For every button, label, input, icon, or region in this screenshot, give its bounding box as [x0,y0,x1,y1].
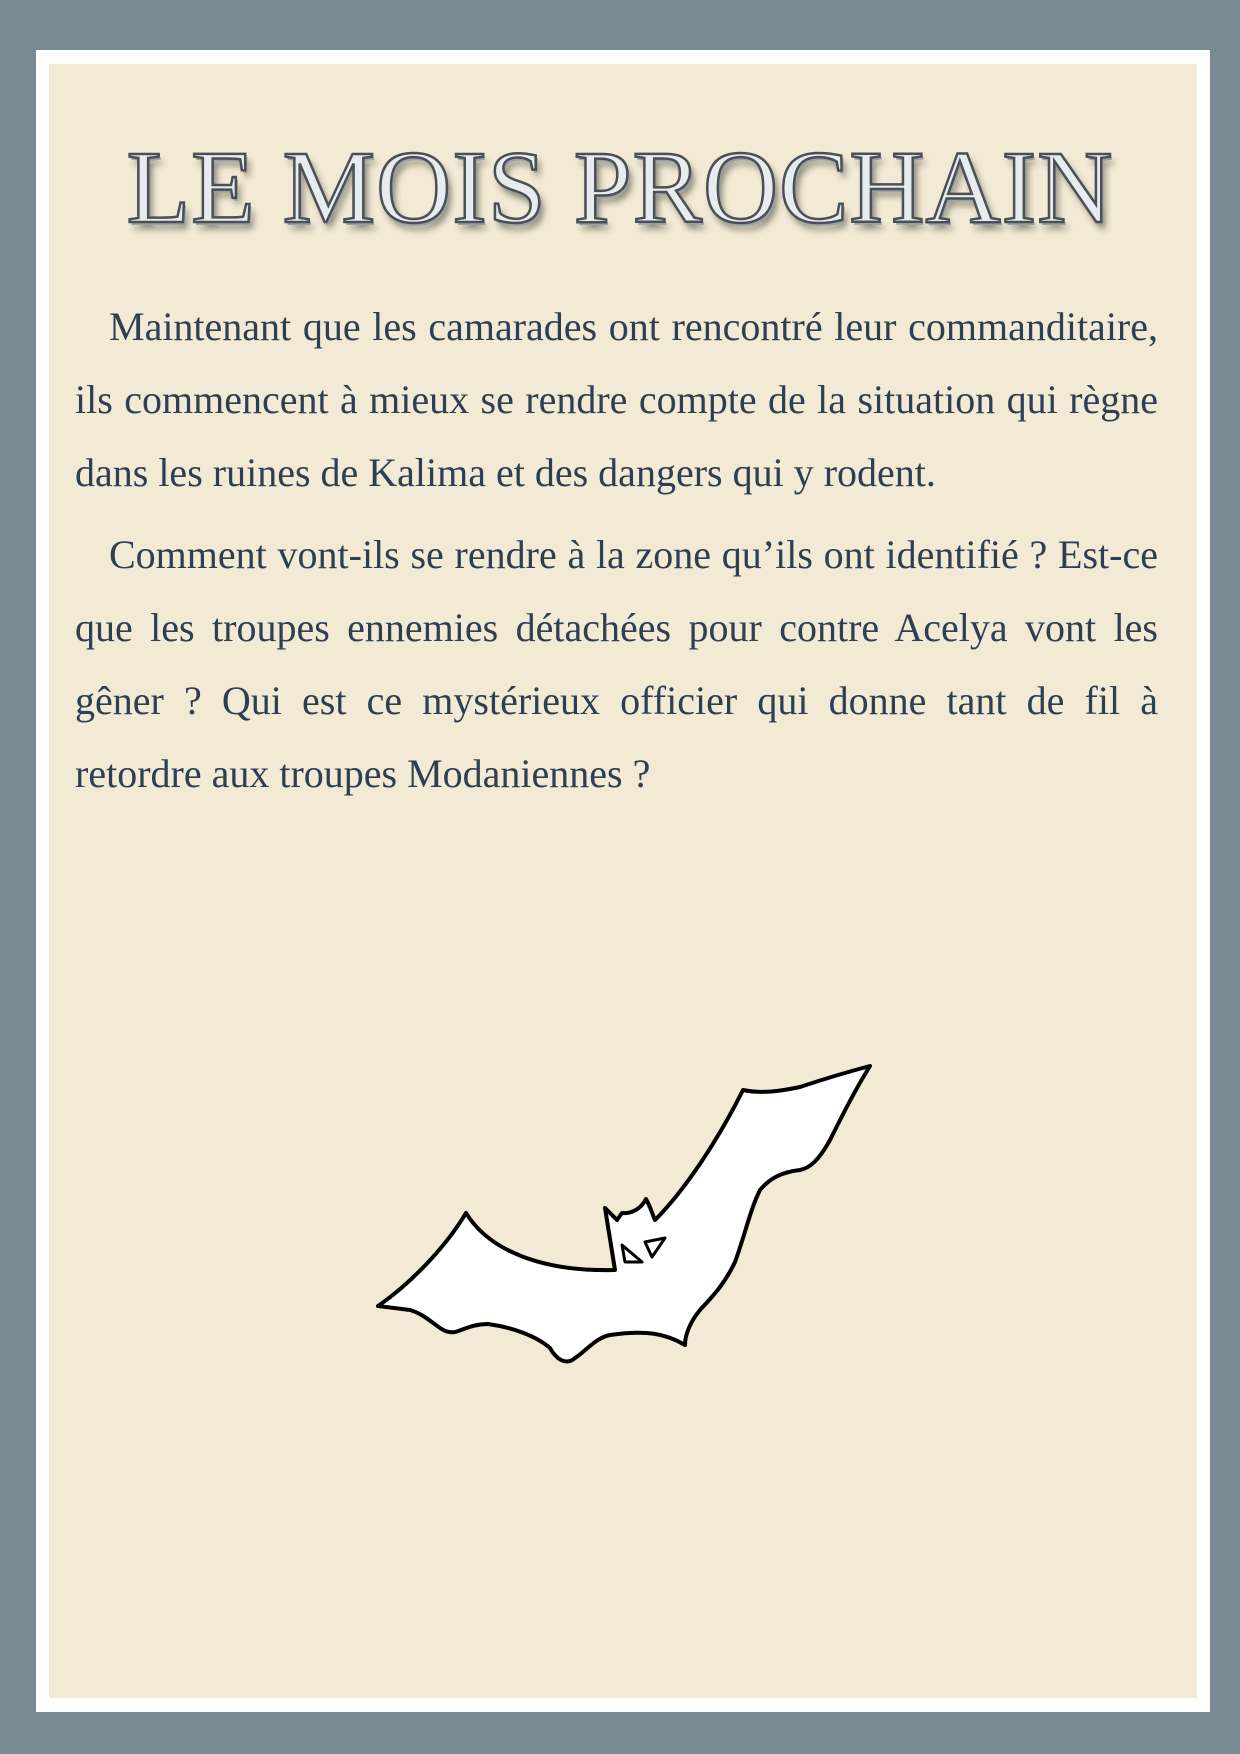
bat-icon [370,1055,880,1380]
bat-silhouette [378,1066,870,1361]
paragraph-2: Comment vont-ils se rendre à la zone qu’ils ont identifié ? Est-ce que les troupes ennemies détachées pour contre Acelya vont les gêner ? Qui est ce mystérieux officier qui donne tant de fil à retordre aux troupes Modaniennes ? [75,532,1158,796]
page-title: LE MOIS PROCHAIN [126,130,1114,245]
paragraph-1: Maintenant que les camarades ont rencontré leur commanditaire, ils commencent à mieux se rendre compte de la situation qui règne dans les ruines de Kalima et des dangers qui y rodent. [75,304,1158,495]
body-text [75,290,1158,819]
